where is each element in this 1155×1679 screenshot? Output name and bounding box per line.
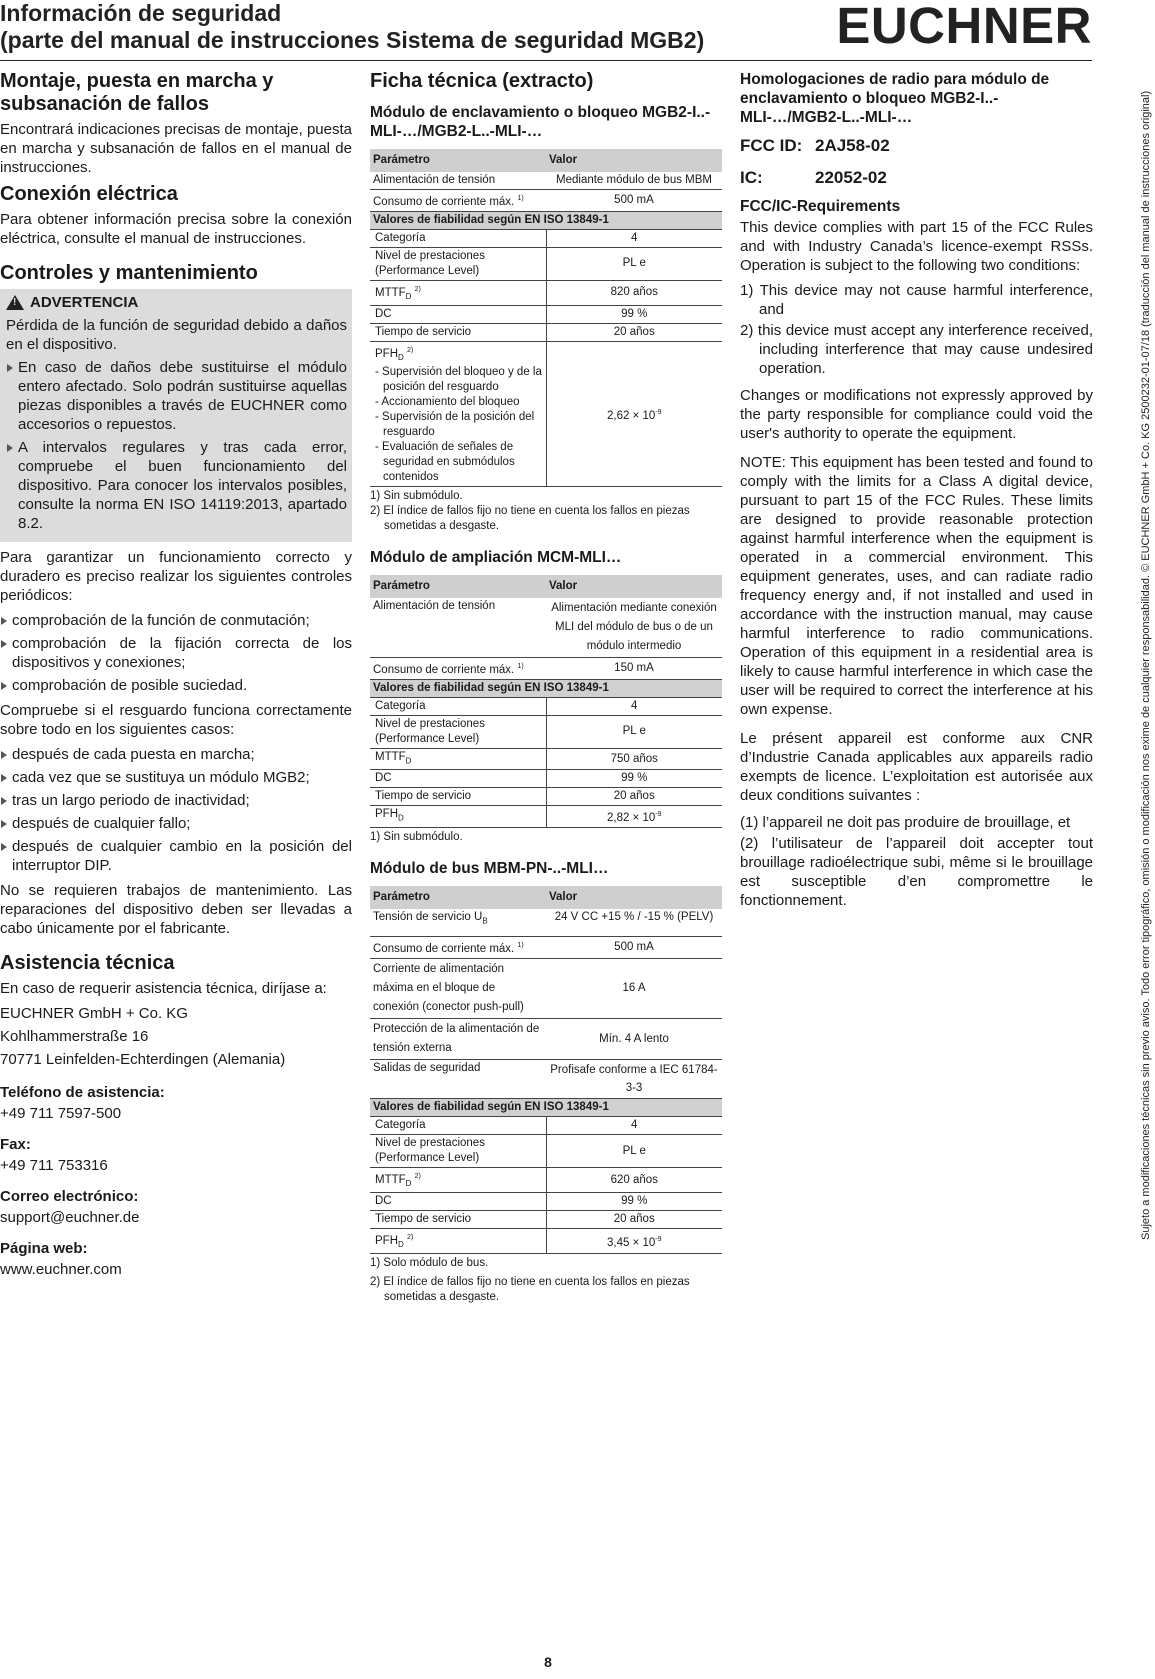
module-1-title: Módulo de enclavamiento o bloqueo MGB2-I..-MLI-…/MGB2-L..-MLI-… xyxy=(370,104,711,140)
table-row: Nivel de prestaciones (Performance Level) PL e xyxy=(370,247,722,280)
montaje-text: Encontrará indicaciones precisas de montaje, puesta en marcha y subsanación de fallos en el manual de instrucciones. xyxy=(0,121,352,176)
list-item: después de cualquier fallo; xyxy=(0,814,352,833)
ic-paragraph-fr: Le présent appareil est conforme aux CNR d’Industrie Canada applicables aux appareils radio exempts de licence. L’exploitation est autorisée aux deux conditions suivantes : xyxy=(740,730,1093,804)
module-2-table xyxy=(370,575,722,828)
valor-header: Valor xyxy=(546,149,722,172)
fcc-id: FCC ID: 2AJ58-02 xyxy=(740,136,890,155)
ic-condition-fr-1: (1) l’appareil ne doit pas produire de brouillage, et xyxy=(740,814,1071,831)
warning-text: Pérdida de la función de seguridad debido a daños en el dispositivo. xyxy=(6,317,347,353)
fcc-paragraph-2: Changes or modifications not expressly approved by the party responsible for compliance could void the user's authority to operate the equipment. xyxy=(740,387,1093,442)
module-2-title: Módulo de ampliación MCM-MLI… xyxy=(370,549,622,567)
list-item: comprobación de la función de conmutación; xyxy=(0,611,352,630)
fcc-paragraph-3: NOTE: This equipment has been tested and found to comply with the limits for a Class A digital device, pursuant to part 15 of the FCC Rules. These limits are designed to provide reasonable protection against harmful interference when the equipment is operated in a commercial environment. This equipment generates, uses, and can radiate radio frequency energy and, if not installed and used in accordance with the instruction manual, may cause harmful interference to radio communications. Operation of this equipment in a residential area is likely to cause harmful interference in which case the user will be required to correct the interference at his own expense. xyxy=(740,454,1093,718)
param-header: Parámetro xyxy=(370,575,546,598)
column-middle xyxy=(370,70,722,1305)
reliability-section-row: Valores de fiabilidad según EN ISO 13849-1 xyxy=(370,211,722,229)
compruebe-list xyxy=(0,745,352,875)
web-label: Página web: xyxy=(0,1240,88,1257)
table-row: Protección de la alimentación de tensión externa Mín. 4 A lento xyxy=(370,1019,722,1060)
table-row: Nivel de prestaciones (Performance Level) PL e xyxy=(370,1135,722,1168)
valor-header: Valor xyxy=(546,886,722,909)
table-row: Tiempo de servicio 20 años xyxy=(370,1211,722,1229)
table-row: Consumo de corriente máx. $^{1)}$ 500 mA xyxy=(370,937,722,959)
reliability-section-row: Valores de fiabilidad según EN ISO 13849-1 xyxy=(370,679,722,697)
valor-header: Valor xyxy=(546,575,722,598)
ic-condition-fr-2: (2) l’utilisateur de l’appareil doit accepter tout brouillage radioélectrique subi, même si le brouillage est susceptible d’en compromettre le fonctionnement. xyxy=(740,835,1093,909)
table-row: $PFH_D$ $^{2)}$ $3,45 \times 10^{-9}$ xyxy=(370,1229,722,1254)
list-item: 2) this device must accept any interference received, including interference that may cause undesired operation. xyxy=(740,322,1093,377)
table-row: Consumo de corriente máx. $^{1)}$ 150 mA xyxy=(370,658,722,680)
table-row: Salidas de seguridad Profisafe conforme a IEC 61784-3-3 xyxy=(370,1060,722,1099)
conexion-text: Para obtener información precisa sobre la conexión eléctrica, consulte el manual de instrucciones. xyxy=(0,211,352,247)
list-item: A intervalos regulares y tras cada error, compruebe el buen funcionamiento del dispositivo. Para conocer los intervalos posibles, consulte la norma EN ISO 14119:2013, apartado 8.2. xyxy=(6,438,347,533)
fcc-conditions xyxy=(740,281,1093,378)
ficha-heading: Ficha técnica (extracto) xyxy=(370,70,594,92)
address: EUCHNER GmbH + Co. KG Kohlhammerstraße 16 70771 Leinfelden-Echterdingen (Alemania) xyxy=(0,1005,286,1068)
module-1-footnotes: 1) Sin submódulo. 2) El índice de fallos fijo no tiene en cuenta los fallos en piezas sometidas a desgaste. xyxy=(370,490,690,533)
table-row: DC 99 % xyxy=(370,770,722,788)
correo-label: Correo electrónico: xyxy=(0,1188,139,1205)
module-2-footnotes: 1) Sin submódulo. xyxy=(370,831,463,844)
table-row: $PFH_D$ $^{2)}$ - Supervisión del bloqueo y de la posición del resguardo - Accionamiento del bloqueo - Supervisión de la posición del resguardo - Evaluación de señales de seguridad en submódulos contenidos $2,62 \times 10^{-9}$ xyxy=(370,341,722,486)
document-title: Información de seguridad (parte del manual de instrucciones Sistema de seguridad MGB2) xyxy=(0,0,705,53)
list-item: comprobación de la fijación correcta de los dispositivos y conexiones; xyxy=(0,634,352,672)
side-legal-note: Sujeto a modificaciones técnicas sin previo aviso. Todo error tipográfico, omisión o modificación nos exime de cualquier responsabilidad. © EUCHNER GmbH + Co. KG 2500232-01-07/18 (traducción del manual de instrucciones original) xyxy=(1140,90,1152,1240)
warning-box xyxy=(0,289,352,542)
list-item: después de cualquier cambio en la posición del interruptor DIP. xyxy=(0,837,352,875)
warning-icon xyxy=(6,295,24,310)
table-row: DC 99 % xyxy=(370,1193,722,1211)
conexion-heading: Conexión eléctrica xyxy=(0,183,178,205)
table-row: $MTTF_D$ 750 años xyxy=(370,748,722,769)
page-header xyxy=(0,0,1092,61)
warning-header xyxy=(6,293,347,312)
table-row: Categoría 4 xyxy=(370,229,722,247)
column-right xyxy=(740,70,1093,916)
table-row: $MTTF_D$ $^{2)}$ 820 años xyxy=(370,280,722,305)
table-row: Tiempo de servicio 20 años xyxy=(370,788,722,806)
table-row: Categoría 4 xyxy=(370,697,722,715)
fcc-paragraph-1: This device complies with part 15 of the FCC Rules and with Industry Canada’s licence-exempt RSSs. Operation is subject to the following two conditions: xyxy=(740,219,1093,274)
table-row: Nivel de prestaciones (Performance Level) PL e xyxy=(370,715,722,748)
list-item: cada vez que se sustituya un módulo MGB2; xyxy=(0,768,352,787)
controles-heading: Controles y mantenimiento xyxy=(0,262,258,284)
list-item: 1) This device may not cause harmful interference, and xyxy=(740,282,1093,318)
reliability-section-row: Valores de fiabilidad según EN ISO 13849-1 xyxy=(370,1099,722,1117)
asistencia-heading: Asistencia técnica xyxy=(0,952,175,974)
telefono-label: Teléfono de asistencia: xyxy=(0,1084,165,1101)
table-row: Tensión de servicio $U_B$ 24 V CC +15 % / -15 % (PELV) xyxy=(370,909,722,937)
param-header: Parámetro xyxy=(370,149,546,172)
page-number: 8 xyxy=(544,1654,552,1670)
warning-label: ADVERTENCIA xyxy=(30,294,139,311)
table-row: Alimentación de tensión Alimentación mediante conexión MLI del módulo de bus o de un módulo intermedio xyxy=(370,598,722,658)
module-3-title: Módulo de bus MBM-PN-..-MLI… xyxy=(370,860,609,878)
table-row: Alimentación de tensión Mediante módulo de bus MBM xyxy=(370,172,722,190)
module-3-table xyxy=(370,886,722,1254)
controles-text: Para garantizar un funcionamiento correcto y duradero es preciso realizar los siguientes controles periódicos: xyxy=(0,549,352,604)
controles-list xyxy=(0,611,352,695)
web-link[interactable]: www.euchner.com xyxy=(0,1261,122,1278)
module-1-table xyxy=(370,149,722,487)
ic-id: IC: 22052-02 xyxy=(740,168,887,187)
param-header: Parámetro xyxy=(370,886,546,909)
table-row: $MTTF_D$ $^{2)}$ 620 años xyxy=(370,1168,722,1193)
euchner-logo: EUCHNER xyxy=(836,0,1092,54)
telefono-value: +49 711 7597-500 xyxy=(0,1105,122,1122)
correo-link[interactable]: support@euchner.de xyxy=(0,1209,140,1226)
fax-label: Fax: xyxy=(0,1136,31,1153)
list-item: tras un largo periodo de inactividad; xyxy=(0,791,352,810)
list-item: después de cada puesta en marcha; xyxy=(0,745,352,764)
table-row: Consumo de corriente máx. $^{1)}$ 500 mA xyxy=(370,190,722,212)
warning-list xyxy=(6,358,347,533)
table-row: Corriente de alimentación máxima en el bloque de conexión (conector push-pull) 16 A xyxy=(370,959,722,1019)
table-row: Categoría 4 xyxy=(370,1117,722,1135)
table-row: Tiempo de servicio 20 años xyxy=(370,323,722,341)
mantenimiento-text: No se requieren trabajos de mantenimiento. Las reparaciones del dispositivo deben ser llevadas a cabo únicamente por el fabricante. xyxy=(0,882,352,937)
asistencia-text: En caso de requerir asistencia técnica, diríjase a: xyxy=(0,980,327,997)
table-row: $PFH_D$ $2,82 \times 10^{-9}$ xyxy=(370,806,722,828)
list-item: comprobación de posible suciedad. xyxy=(0,676,352,695)
homolog-heading: Homologaciones de radio para módulo de enclavamiento o bloqueo MGB2-I..-MLI-…/MGB2-L..-MLI-… xyxy=(740,71,1050,126)
table-row: DC 99 % xyxy=(370,305,722,323)
fax-value: +49 711 753316 xyxy=(0,1157,108,1174)
compruebe-text: Compruebe si el resguardo funciona correctamente sobre todo en los siguientes casos: xyxy=(0,702,352,738)
column-left xyxy=(0,70,352,1279)
montaje-heading: Montaje, puesta en marcha y subsanación de fallos xyxy=(0,70,274,115)
list-item: En caso de daños debe sustituirse el módulo entero afectado. Solo podrán sustituirse aquellas piezas disponibles a través de EUCHNER como accesorios o repuestos. xyxy=(6,358,347,434)
requirements-heading: FCC/IC-Requirements xyxy=(740,198,901,215)
module-3-footnotes: 1) Solo módulo de bus. 2) El índice de fallos fijo no tiene en cuenta los fallos en piezas sometidas a desgaste. xyxy=(370,1257,690,1304)
